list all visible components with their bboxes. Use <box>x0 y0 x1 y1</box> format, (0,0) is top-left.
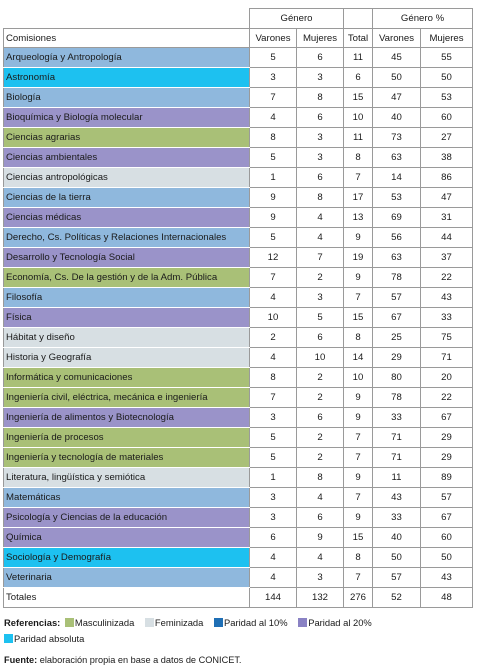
legend-swatch-paridad-20 <box>298 618 307 627</box>
mujeres-pct: 29 <box>421 428 473 448</box>
legend-label: Masculinizada <box>74 617 135 628</box>
total-count: 15 <box>344 88 373 108</box>
legend <box>4 615 474 647</box>
varones-count: 3 <box>250 68 297 88</box>
table-row <box>4 208 473 228</box>
table-row <box>4 128 473 148</box>
total-count: 8 <box>344 328 373 348</box>
mujeres-pct: 22 <box>421 268 473 288</box>
source-note <box>4 655 241 665</box>
comision-name: Informática y comunicaciones <box>4 368 250 388</box>
varones-pct: 50 <box>373 68 421 88</box>
varones-count: 3 <box>250 508 297 528</box>
varones-pct: 67 <box>373 308 421 328</box>
mujeres-count: 10 <box>297 348 344 368</box>
table-row <box>4 308 473 328</box>
legend-title: Referencias: <box>4 617 61 628</box>
group-header-genero-pct: Género % <box>373 9 473 29</box>
comision-name: Ciencias de la tierra <box>4 188 250 208</box>
total-count: 10 <box>344 368 373 388</box>
legend-item-paridad-10 <box>212 617 288 628</box>
mujeres-pct: 67 <box>421 408 473 428</box>
column-header-total: Total <box>344 29 373 48</box>
comision-name: Economía, Cs. De la gestión y de la Adm. Pública <box>4 268 250 288</box>
varones-count: 4 <box>250 288 297 308</box>
mujeres-count: 8 <box>297 468 344 488</box>
total-count: 9 <box>344 268 373 288</box>
mujeres-pct: 53 <box>421 88 473 108</box>
varones-pct: 80 <box>373 368 421 388</box>
total-count: 19 <box>344 248 373 268</box>
comision-name: Ciencias ambientales <box>4 148 250 168</box>
comision-name: Ingeniería de procesos <box>4 428 250 448</box>
total-count: 7 <box>344 488 373 508</box>
mujeres-pct: 20 <box>421 368 473 388</box>
table-row <box>4 228 473 248</box>
mujeres-pct: 33 <box>421 308 473 328</box>
legend-item-feminizada <box>143 617 203 628</box>
total-count: 15 <box>344 528 373 548</box>
table-row <box>4 368 473 388</box>
table-row <box>4 508 473 528</box>
varones-count: 7 <box>250 268 297 288</box>
mujeres-count: 3 <box>297 128 344 148</box>
totals-varones-pct: 52 <box>373 588 421 608</box>
table-row <box>4 108 473 128</box>
mujeres-count: 6 <box>297 508 344 528</box>
mujeres-pct: 37 <box>421 248 473 268</box>
mujeres-count: 3 <box>297 568 344 588</box>
totals-label: Totales <box>4 588 250 608</box>
table-row <box>4 248 473 268</box>
varones-count: 3 <box>250 488 297 508</box>
mujeres-pct: 57 <box>421 488 473 508</box>
comision-name: Literatura, lingüística y semiótica <box>4 468 250 488</box>
legend-label: Feminizada <box>154 617 204 628</box>
total-count: 7 <box>344 288 373 308</box>
mujeres-pct: 50 <box>421 548 473 568</box>
table-row <box>4 548 473 568</box>
mujeres-pct: 31 <box>421 208 473 228</box>
table-row <box>4 448 473 468</box>
mujeres-count: 6 <box>297 48 344 68</box>
mujeres-pct: 67 <box>421 508 473 528</box>
varones-pct: 45 <box>373 48 421 68</box>
total-count: 7 <box>344 568 373 588</box>
column-header-mujeres-pct: Mujeres <box>421 29 473 48</box>
mujeres-pct: 71 <box>421 348 473 368</box>
legend-item-paridad-20 <box>296 617 372 628</box>
comision-name: Química <box>4 528 250 548</box>
varones-pct: 25 <box>373 328 421 348</box>
table-row <box>4 288 473 308</box>
comision-name: Ingeniería civil, eléctrica, mecánica e ingeniería <box>4 388 250 408</box>
total-count: 10 <box>344 108 373 128</box>
comision-name: Hábitat y diseño <box>4 328 250 348</box>
total-count: 14 <box>344 348 373 368</box>
mujeres-pct: 47 <box>421 188 473 208</box>
table-row <box>4 528 473 548</box>
varones-pct: 47 <box>373 88 421 108</box>
total-count: 7 <box>344 428 373 448</box>
empty-corner <box>4 9 250 29</box>
legend-swatch-paridad-10 <box>214 618 223 627</box>
varones-pct: 40 <box>373 108 421 128</box>
mujeres-count: 6 <box>297 168 344 188</box>
varones-pct: 40 <box>373 528 421 548</box>
mujeres-pct: 60 <box>421 528 473 548</box>
mujeres-pct: 89 <box>421 468 473 488</box>
varones-pct: 71 <box>373 448 421 468</box>
mujeres-count: 9 <box>297 528 344 548</box>
mujeres-count: 2 <box>297 368 344 388</box>
mujeres-pct: 44 <box>421 228 473 248</box>
column-header-varones: Varones <box>250 29 297 48</box>
total-count: 17 <box>344 188 373 208</box>
comision-name: Arqueología y Antropología <box>4 48 250 68</box>
varones-count: 2 <box>250 328 297 348</box>
mujeres-count: 3 <box>297 68 344 88</box>
group-header-row <box>4 9 473 29</box>
column-header-mujeres: Mujeres <box>297 29 344 48</box>
total-count: 9 <box>344 468 373 488</box>
varones-pct: 43 <box>373 488 421 508</box>
legend-swatch-paridad-absoluta <box>4 634 13 643</box>
table-row <box>4 188 473 208</box>
mujeres-count: 4 <box>297 208 344 228</box>
comision-name: Ciencias médicas <box>4 208 250 228</box>
varones-count: 5 <box>250 148 297 168</box>
total-count: 11 <box>344 48 373 68</box>
varones-pct: 33 <box>373 508 421 528</box>
total-count: 7 <box>344 168 373 188</box>
mujeres-count: 4 <box>297 488 344 508</box>
mujeres-count: 4 <box>297 228 344 248</box>
varones-pct: 57 <box>373 288 421 308</box>
varones-count: 7 <box>250 88 297 108</box>
varones-count: 8 <box>250 128 297 148</box>
legend-label: Paridad al 20% <box>308 617 372 628</box>
varones-pct: 73 <box>373 128 421 148</box>
varones-pct: 63 <box>373 248 421 268</box>
varones-count: 8 <box>250 368 297 388</box>
totals-total: 276 <box>344 588 373 608</box>
table-row <box>4 408 473 428</box>
table-row <box>4 488 473 508</box>
mujeres-pct: 22 <box>421 388 473 408</box>
varones-count: 4 <box>250 568 297 588</box>
data-table-container <box>3 8 472 608</box>
varones-count: 1 <box>250 168 297 188</box>
legend-swatch-masculinizada <box>65 618 74 627</box>
totals-varones: 144 <box>250 588 297 608</box>
mujeres-count: 2 <box>297 268 344 288</box>
comision-name: Astronomía <box>4 68 250 88</box>
total-count: 8 <box>344 548 373 568</box>
varones-count: 7 <box>250 388 297 408</box>
table-row <box>4 568 473 588</box>
mujeres-count: 2 <box>297 428 344 448</box>
legend-item-paridad-absoluta <box>4 633 84 644</box>
mujeres-pct: 50 <box>421 68 473 88</box>
varones-count: 3 <box>250 408 297 428</box>
mujeres-count: 7 <box>297 248 344 268</box>
varones-count: 4 <box>250 548 297 568</box>
comision-name: Veterinaria <box>4 568 250 588</box>
varones-pct: 57 <box>373 568 421 588</box>
table-body <box>4 48 473 588</box>
varones-pct: 69 <box>373 208 421 228</box>
mujeres-count: 6 <box>297 408 344 428</box>
group-header-spacer <box>344 9 373 29</box>
group-header-genero: Género <box>250 9 344 29</box>
table-row <box>4 328 473 348</box>
varones-count: 5 <box>250 48 297 68</box>
column-header-row <box>4 29 473 48</box>
varones-count: 4 <box>250 108 297 128</box>
varones-pct: 33 <box>373 408 421 428</box>
comision-name: Filosofía <box>4 288 250 308</box>
legend-label: Paridad absoluta <box>14 633 85 644</box>
table-row <box>4 468 473 488</box>
comision-name: Ciencias agrarias <box>4 128 250 148</box>
varones-count: 4 <box>250 348 297 368</box>
totals-mujeres-pct: 48 <box>421 588 473 608</box>
column-header-varones-pct: Varones <box>373 29 421 48</box>
mujeres-pct: 27 <box>421 128 473 148</box>
mujeres-count: 2 <box>297 388 344 408</box>
comision-name: Ingeniería de alimentos y Biotecnología <box>4 408 250 428</box>
total-count: 11 <box>344 128 373 148</box>
table-row <box>4 348 473 368</box>
mujeres-pct: 43 <box>421 568 473 588</box>
total-count: 9 <box>344 228 373 248</box>
varones-count: 9 <box>250 188 297 208</box>
mujeres-count: 8 <box>297 188 344 208</box>
mujeres-pct: 75 <box>421 328 473 348</box>
mujeres-pct: 29 <box>421 448 473 468</box>
source-text: elaboración propia en base a datos de CONICET. <box>37 655 242 665</box>
mujeres-count: 3 <box>297 288 344 308</box>
comision-name: Biología <box>4 88 250 108</box>
total-count: 9 <box>344 388 373 408</box>
total-count: 8 <box>344 148 373 168</box>
mujeres-count: 2 <box>297 448 344 468</box>
table-row <box>4 168 473 188</box>
varones-pct: 53 <box>373 188 421 208</box>
table-row <box>4 388 473 408</box>
mujeres-pct: 86 <box>421 168 473 188</box>
total-count: 13 <box>344 208 373 228</box>
totals-mujeres: 132 <box>297 588 344 608</box>
mujeres-pct: 38 <box>421 148 473 168</box>
legend-item-masculinizada <box>63 617 134 628</box>
comision-name: Historia y Geografía <box>4 348 250 368</box>
varones-count: 12 <box>250 248 297 268</box>
varones-count: 5 <box>250 428 297 448</box>
varones-count: 5 <box>250 448 297 468</box>
comisiones-table <box>3 8 473 608</box>
table-row <box>4 268 473 288</box>
comision-name: Psicología y Ciencias de la educación <box>4 508 250 528</box>
mujeres-count: 5 <box>297 308 344 328</box>
comision-name: Matemáticas <box>4 488 250 508</box>
legend-swatch-feminizada <box>145 618 154 627</box>
varones-pct: 29 <box>373 348 421 368</box>
mujeres-pct: 43 <box>421 288 473 308</box>
mujeres-count: 6 <box>297 328 344 348</box>
mujeres-pct: 60 <box>421 108 473 128</box>
varones-count: 10 <box>250 308 297 328</box>
mujeres-count: 3 <box>297 148 344 168</box>
varones-pct: 56 <box>373 228 421 248</box>
varones-pct: 11 <box>373 468 421 488</box>
comision-name: Desarrollo y Tecnología Social <box>4 248 250 268</box>
mujeres-count: 6 <box>297 108 344 128</box>
varones-pct: 63 <box>373 148 421 168</box>
table-row <box>4 428 473 448</box>
legend-label: Paridad al 10% <box>223 617 288 628</box>
varones-count: 6 <box>250 528 297 548</box>
totals-row <box>4 588 473 608</box>
table-row <box>4 148 473 168</box>
table-row <box>4 88 473 108</box>
comision-name: Física <box>4 308 250 328</box>
table-row <box>4 68 473 88</box>
mujeres-count: 8 <box>297 88 344 108</box>
varones-pct: 71 <box>373 428 421 448</box>
source-label: Fuente: <box>4 655 38 665</box>
total-count: 7 <box>344 448 373 468</box>
varones-pct: 50 <box>373 548 421 568</box>
total-count: 15 <box>344 308 373 328</box>
total-count: 6 <box>344 68 373 88</box>
comision-name: Sociología y Demografía <box>4 548 250 568</box>
comision-name: Ciencias antropológicas <box>4 168 250 188</box>
varones-count: 9 <box>250 208 297 228</box>
comision-name: Bioquímica y Biología molecular <box>4 108 250 128</box>
varones-pct: 78 <box>373 268 421 288</box>
varones-pct: 14 <box>373 168 421 188</box>
comision-name: Derecho, Cs. Políticas y Relaciones Internacionales <box>4 228 250 248</box>
mujeres-count: 4 <box>297 548 344 568</box>
column-header-comisiones: Comisiones <box>4 29 250 48</box>
varones-count: 5 <box>250 228 297 248</box>
varones-pct: 78 <box>373 388 421 408</box>
varones-count: 1 <box>250 468 297 488</box>
total-count: 9 <box>344 408 373 428</box>
mujeres-pct: 55 <box>421 48 473 68</box>
table-row <box>4 48 473 68</box>
total-count: 9 <box>344 508 373 528</box>
comision-name: Ingeniería y tecnología de materiales <box>4 448 250 468</box>
